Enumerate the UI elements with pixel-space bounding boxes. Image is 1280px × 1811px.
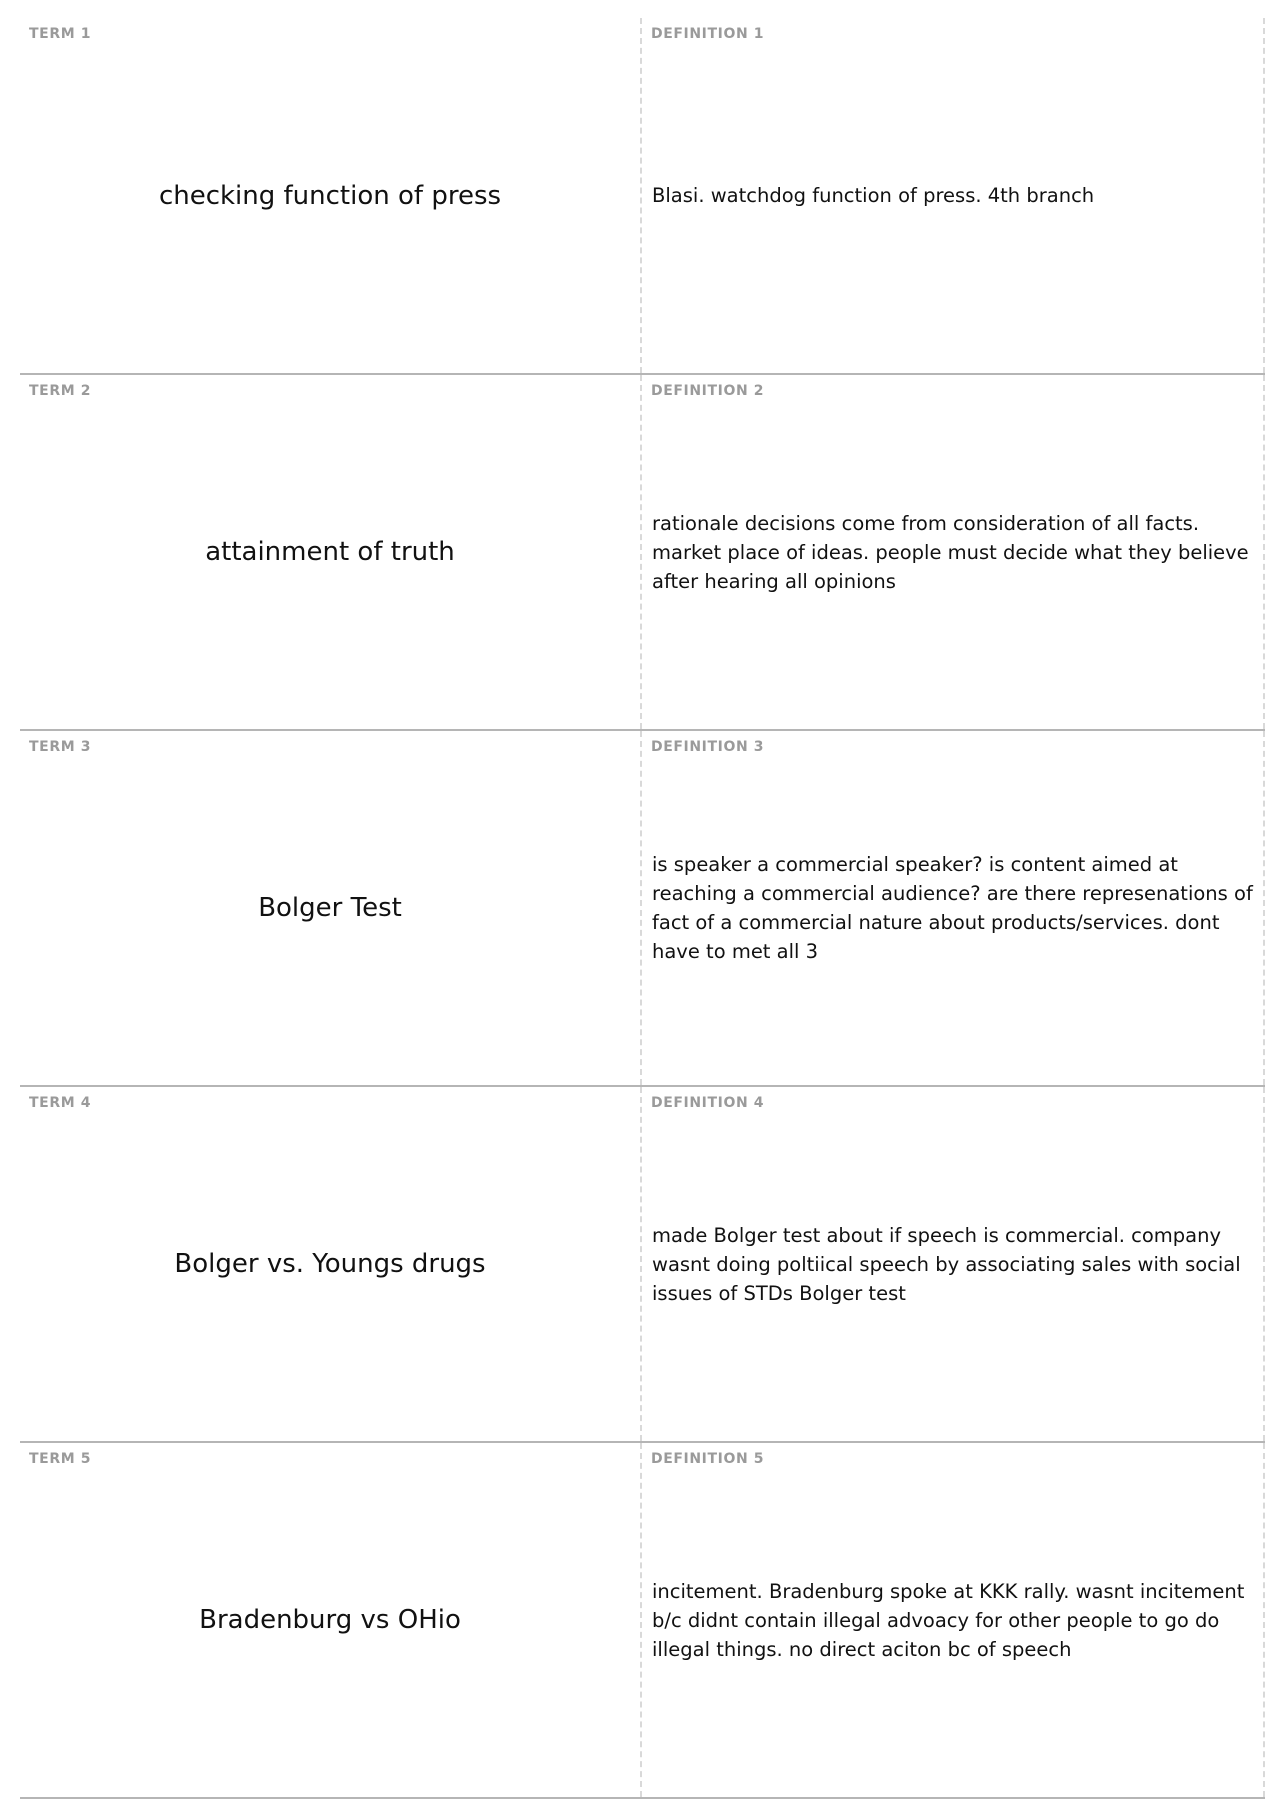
term-cell xyxy=(20,1443,642,1797)
definition-label: DEFINITION 2 xyxy=(651,383,765,399)
term-text: Bradenburg vs OHio xyxy=(199,1605,461,1635)
term-text: checking function of press xyxy=(158,180,502,211)
term-text: attainment of truth xyxy=(205,537,455,567)
definition-label: DEFINITION 1 xyxy=(651,26,765,42)
term-text: Bolger vs. Youngs drugs xyxy=(174,1249,486,1279)
definition-label: DEFINITION 5 xyxy=(651,1451,765,1467)
definition-cell xyxy=(642,1443,1265,1797)
term-label: TERM 2 xyxy=(29,383,92,399)
term-cell xyxy=(20,731,642,1085)
definition-text: incitement. Bradenburg spoke at KKK rally. wasnt incitement b/c didnt contain illegal advoacy for other people to go do illegal things. no direct aciton bc of speech xyxy=(652,1579,1245,1661)
term-label: TERM 5 xyxy=(29,1451,92,1467)
flashcard-row-1 xyxy=(20,18,1265,375)
flashcard-row-2 xyxy=(20,375,1265,731)
term-label: TERM 3 xyxy=(29,739,92,755)
definition-cell xyxy=(642,18,1265,373)
term-cell xyxy=(20,1087,642,1441)
definition-label: DEFINITION 4 xyxy=(651,1095,765,1111)
flashcard-sheet xyxy=(20,18,1265,1799)
definition-cell xyxy=(642,375,1265,729)
definition-label: DEFINITION 3 xyxy=(651,739,765,755)
definition-text: rationale decisions come from consideration of all facts. market place of ideas. people must decide what they believe after hearing all opinions xyxy=(652,511,1249,593)
term-label: TERM 4 xyxy=(29,1095,92,1111)
definition-text: is speaker a commercial speaker? is content aimed at reaching a commercial audience? are there represenations of fact of a commercial nature about products/services. dont have to met all 3 xyxy=(652,853,1253,963)
term-label: TERM 1 xyxy=(29,26,92,42)
flashcard-row-3 xyxy=(20,731,1265,1087)
term-cell xyxy=(20,375,642,729)
definition-cell xyxy=(642,1087,1265,1441)
definition-cell xyxy=(642,731,1265,1085)
definition-text: Blasi. watchdog function of press. 4th branch xyxy=(652,184,1095,207)
term-cell xyxy=(20,18,642,373)
definition-text: made Bolger test about if speech is commercial. company wasnt doing poltiical speech by associating sales with social issues of STDs Bolger test xyxy=(652,1223,1241,1305)
flashcard-row-4 xyxy=(20,1087,1265,1443)
flashcard-row-5 xyxy=(20,1443,1265,1799)
term-text: Bolger Test xyxy=(258,893,402,923)
